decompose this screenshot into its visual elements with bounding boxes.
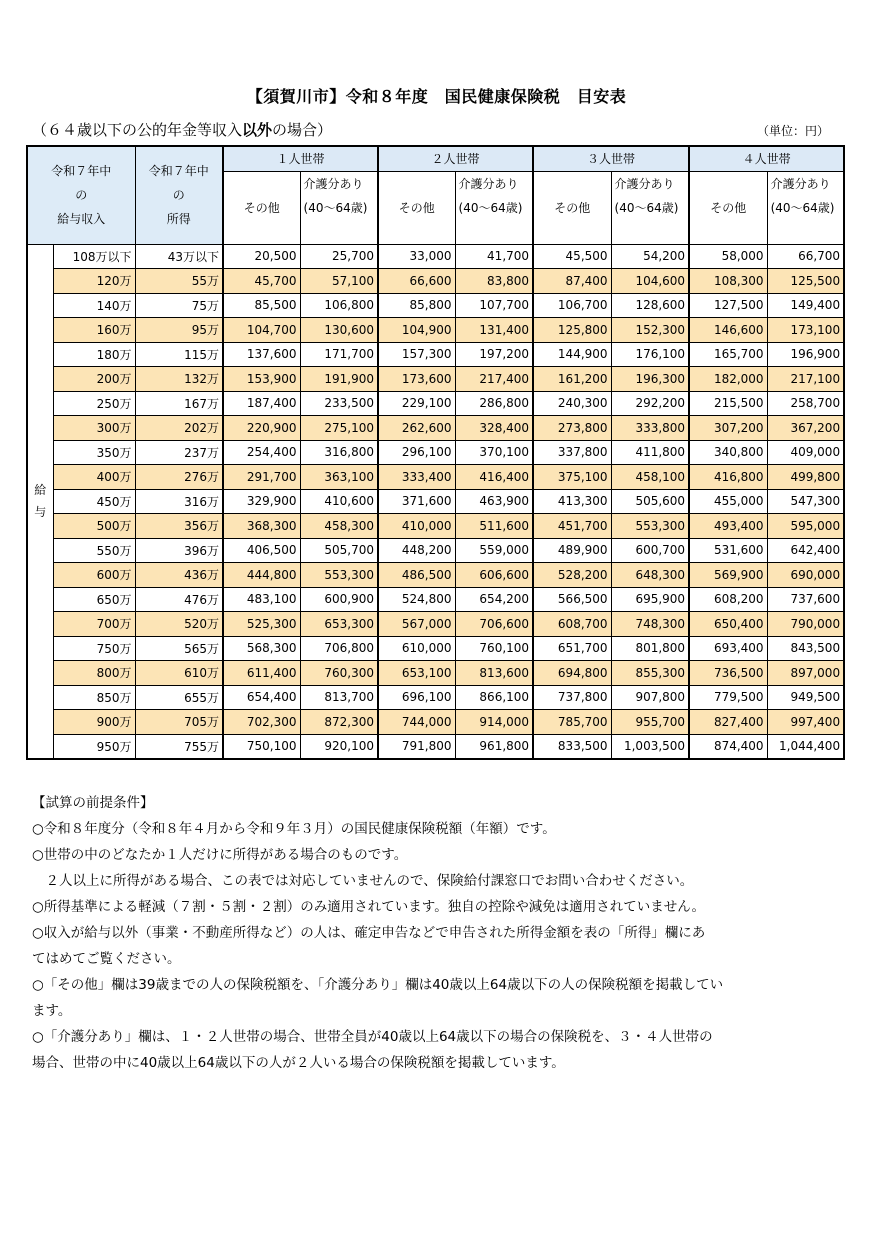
tax-other-cell: 375,100 xyxy=(533,465,611,490)
tax-kaigo-cell: 128,600 xyxy=(611,293,689,318)
tax-other-cell: 567,000 xyxy=(378,612,455,637)
sub-header-other: その他 xyxy=(378,171,455,244)
tax-kaigo-cell: 292,200 xyxy=(611,391,689,416)
household-3-header: ３人世帯 xyxy=(533,146,689,171)
salary-cell: 900万 xyxy=(53,710,135,735)
tax-kaigo-cell: 217,400 xyxy=(455,367,533,392)
tax-other-cell: 611,400 xyxy=(223,661,300,686)
tax-other-cell: 127,500 xyxy=(689,293,767,318)
tax-other-cell: 144,900 xyxy=(533,342,611,367)
table-row xyxy=(27,710,844,735)
tax-kaigo-cell: 997,400 xyxy=(767,710,844,735)
sub-header-kaigo: 介護分あり(40～64歳) xyxy=(455,171,533,244)
tax-kaigo-cell: 653,300 xyxy=(300,612,378,637)
note-line: ○所得基準による軽減（７割・５割・２割）のみ適用されています。独自の控除や減免は適用されていません。 xyxy=(32,899,706,915)
tax-kaigo-cell: 191,900 xyxy=(300,367,378,392)
income-cell: 75万 xyxy=(135,293,223,318)
note-line: ２人以上に所得がある場合、この表では対応していませんので、保険給付課窓口でお問い合わせください。 xyxy=(32,873,694,889)
subtitle xyxy=(32,119,332,140)
salary-cell: 850万 xyxy=(53,685,135,710)
table-row xyxy=(27,293,844,318)
tax-other-cell: 694,800 xyxy=(533,661,611,686)
tax-other-cell: 108,300 xyxy=(689,269,767,294)
tax-other-cell: 262,600 xyxy=(378,416,455,441)
salary-cell: 120万 xyxy=(53,269,135,294)
tax-kaigo-cell: 57,100 xyxy=(300,269,378,294)
tax-other-cell: 45,500 xyxy=(533,244,611,269)
tax-other-cell: 220,900 xyxy=(223,416,300,441)
tax-kaigo-cell: 458,100 xyxy=(611,465,689,490)
tax-other-cell: 368,300 xyxy=(223,514,300,539)
tax-other-cell: 153,900 xyxy=(223,367,300,392)
tax-other-cell: 33,000 xyxy=(378,244,455,269)
tax-kaigo-cell: 855,300 xyxy=(611,661,689,686)
sub-header-kaigo: 介護分あり(40～64歳) xyxy=(611,171,689,244)
tax-other-cell: 455,000 xyxy=(689,489,767,514)
table-row xyxy=(27,612,844,637)
tax-kaigo-cell: 66,700 xyxy=(767,244,844,269)
tax-kaigo-cell: 131,400 xyxy=(455,318,533,343)
tax-kaigo-cell: 914,000 xyxy=(455,710,533,735)
tax-kaigo-cell: 286,800 xyxy=(455,391,533,416)
tax-kaigo-cell: 130,600 xyxy=(300,318,378,343)
tax-kaigo-cell: 416,400 xyxy=(455,465,533,490)
tax-kaigo-cell: 367,200 xyxy=(767,416,844,441)
table-row xyxy=(27,269,844,294)
tax-other-cell: 779,500 xyxy=(689,685,767,710)
tax-kaigo-cell: 949,500 xyxy=(767,685,844,710)
table-row xyxy=(27,489,844,514)
table-row xyxy=(27,734,844,759)
tax-other-cell: 569,900 xyxy=(689,563,767,588)
tax-other-cell: 20,500 xyxy=(223,244,300,269)
tax-other-cell: 696,100 xyxy=(378,685,455,710)
tax-other-cell: 296,100 xyxy=(378,440,455,465)
household-1-header: １人世帯 xyxy=(223,146,378,171)
tax-kaigo-cell: 196,300 xyxy=(611,367,689,392)
tax-other-cell: 654,400 xyxy=(223,685,300,710)
income-header-line: 令和７年中 xyxy=(148,164,209,179)
tax-other-cell: 736,500 xyxy=(689,661,767,686)
tax-kaigo-cell: 813,600 xyxy=(455,661,533,686)
tax-other-cell: 104,700 xyxy=(223,318,300,343)
tax-other-cell: 493,400 xyxy=(689,514,767,539)
tax-kaigo-cell: 107,700 xyxy=(455,293,533,318)
tax-other-cell: 137,600 xyxy=(223,342,300,367)
table-row xyxy=(27,514,844,539)
tax-kaigo-cell: 409,000 xyxy=(767,440,844,465)
household-2-header: ２人世帯 xyxy=(378,146,533,171)
tax-kaigo-cell: 458,300 xyxy=(300,514,378,539)
sub-header-other: その他 xyxy=(689,171,767,244)
tax-table xyxy=(26,145,845,760)
tax-kaigo-cell: 642,400 xyxy=(767,538,844,563)
tax-kaigo-cell: 606,600 xyxy=(455,563,533,588)
salary-header-line: の xyxy=(75,188,88,203)
tax-kaigo-cell: 176,100 xyxy=(611,342,689,367)
tax-other-cell: 161,200 xyxy=(533,367,611,392)
tax-kaigo-cell: 328,400 xyxy=(455,416,533,441)
tax-kaigo-cell: 866,100 xyxy=(455,685,533,710)
note-line: ○令和８年度分（令和８年４月から令和９年３月）の国民健康保険税額（年額）です。 xyxy=(32,821,556,837)
tax-kaigo-cell: 553,300 xyxy=(611,514,689,539)
income-cell: 565万 xyxy=(135,636,223,661)
tax-other-cell: 340,800 xyxy=(689,440,767,465)
tax-other-cell: 524,800 xyxy=(378,587,455,612)
tax-other-cell: 651,700 xyxy=(533,636,611,661)
tax-other-cell: 608,200 xyxy=(689,587,767,612)
tax-other-cell: 333,400 xyxy=(378,465,455,490)
salary-cell: 180万 xyxy=(53,342,135,367)
tax-other-cell: 451,700 xyxy=(533,514,611,539)
tax-other-cell: 483,100 xyxy=(223,587,300,612)
income-cell: 167万 xyxy=(135,391,223,416)
tax-kaigo-cell: 505,600 xyxy=(611,489,689,514)
tax-other-cell: 329,900 xyxy=(223,489,300,514)
income-cell: 202万 xyxy=(135,416,223,441)
table-row xyxy=(27,367,844,392)
household-4-header: ４人世帯 xyxy=(689,146,844,171)
tax-other-cell: 489,900 xyxy=(533,538,611,563)
tax-kaigo-cell: 790,000 xyxy=(767,612,844,637)
income-cell: 476万 xyxy=(135,587,223,612)
tax-kaigo-cell: 463,900 xyxy=(455,489,533,514)
tax-other-cell: 568,300 xyxy=(223,636,300,661)
tax-other-cell: 45,700 xyxy=(223,269,300,294)
tax-kaigo-cell: 363,100 xyxy=(300,465,378,490)
income-cell: 655万 xyxy=(135,685,223,710)
tax-kaigo-cell: 920,100 xyxy=(300,734,378,759)
tax-other-cell: 486,500 xyxy=(378,563,455,588)
tax-other-cell: 448,200 xyxy=(378,538,455,563)
tax-kaigo-cell: 25,700 xyxy=(300,244,378,269)
tax-other-cell: 525,300 xyxy=(223,612,300,637)
salary-cell: 400万 xyxy=(53,465,135,490)
salary-cell: 500万 xyxy=(53,514,135,539)
tax-other-cell: 833,500 xyxy=(533,734,611,759)
side-label xyxy=(27,244,53,759)
table-row xyxy=(27,587,844,612)
tax-kaigo-cell: 54,200 xyxy=(611,244,689,269)
sub-header-other: その他 xyxy=(223,171,300,244)
tax-other-cell: 173,600 xyxy=(378,367,455,392)
tax-other-cell: 744,000 xyxy=(378,710,455,735)
tax-other-cell: 750,100 xyxy=(223,734,300,759)
tax-other-cell: 737,800 xyxy=(533,685,611,710)
income-cell: 237万 xyxy=(135,440,223,465)
table-row xyxy=(27,563,844,588)
tax-other-cell: 693,400 xyxy=(689,636,767,661)
table-row xyxy=(27,465,844,490)
tax-other-cell: 182,000 xyxy=(689,367,767,392)
income-cell: 610万 xyxy=(135,661,223,686)
tax-kaigo-cell: 104,600 xyxy=(611,269,689,294)
tax-other-cell: 337,800 xyxy=(533,440,611,465)
table-row xyxy=(27,318,844,343)
tax-other-cell: 66,600 xyxy=(378,269,455,294)
note-line: 場合、世帯の中に40歳以上64歳以下の人が２人いる場合の保険税額を掲載しています。 xyxy=(32,1055,565,1071)
income-cell: 316万 xyxy=(135,489,223,514)
salary-cell: 750万 xyxy=(53,636,135,661)
salary-cell: 550万 xyxy=(53,538,135,563)
salary-header-line: 給与収入 xyxy=(57,212,106,227)
tax-kaigo-cell: 258,700 xyxy=(767,391,844,416)
tax-kaigo-cell: 233,500 xyxy=(300,391,378,416)
notes-heading: 【試算の前提条件】 xyxy=(32,795,154,811)
income-header-line: 所得 xyxy=(166,212,191,227)
tax-other-cell: 273,800 xyxy=(533,416,611,441)
sub-header-other: その他 xyxy=(533,171,611,244)
tax-other-cell: 528,200 xyxy=(533,563,611,588)
income-cell: 132万 xyxy=(135,367,223,392)
salary-cell: 140万 xyxy=(53,293,135,318)
salary-cell: 650万 xyxy=(53,587,135,612)
salary-cell: 600万 xyxy=(53,563,135,588)
salary-cell: 160万 xyxy=(53,318,135,343)
income-cell: 436万 xyxy=(135,563,223,588)
note-line: ○「介護分あり」欄は、１・２人世帯の場合、世帯全員が40歳以上64歳以下の場合の保険税を、３・４人世帯の xyxy=(32,1029,713,1045)
note-line: ○収入が給与以外（事業・不動産所得など）の人は、確定申告などで申告された所得金額を表の「所得」欄にあ xyxy=(32,925,706,941)
income-cell: 755万 xyxy=(135,734,223,759)
tax-other-cell: 416,800 xyxy=(689,465,767,490)
tax-kaigo-cell: 648,300 xyxy=(611,563,689,588)
salary-header xyxy=(27,146,135,244)
tax-kaigo-cell: 171,700 xyxy=(300,342,378,367)
tax-other-cell: 650,400 xyxy=(689,612,767,637)
tax-kaigo-cell: 559,000 xyxy=(455,538,533,563)
sub-header-kaigo: 介護分あり(40～64歳) xyxy=(300,171,378,244)
tax-kaigo-cell: 695,900 xyxy=(611,587,689,612)
tax-other-cell: 125,800 xyxy=(533,318,611,343)
tax-kaigo-cell: 955,700 xyxy=(611,710,689,735)
tax-kaigo-cell: 411,800 xyxy=(611,440,689,465)
income-cell: 115万 xyxy=(135,342,223,367)
tax-other-cell: 406,500 xyxy=(223,538,300,563)
tax-kaigo-cell: 843,500 xyxy=(767,636,844,661)
tax-kaigo-cell: 106,800 xyxy=(300,293,378,318)
table-row xyxy=(27,538,844,563)
tax-kaigo-cell: 706,800 xyxy=(300,636,378,661)
table-row xyxy=(27,244,844,269)
tax-other-cell: 610,000 xyxy=(378,636,455,661)
salary-header-line: 令和７年中 xyxy=(51,164,112,179)
tax-other-cell: 291,700 xyxy=(223,465,300,490)
subtitle-post: の場合） xyxy=(272,121,333,139)
tax-kaigo-cell: 872,300 xyxy=(300,710,378,735)
tax-kaigo-cell: 410,600 xyxy=(300,489,378,514)
tax-kaigo-cell: 83,800 xyxy=(455,269,533,294)
tax-kaigo-cell: 813,700 xyxy=(300,685,378,710)
page-title: 【須賀川市】令和８年度 国民健康保険税 目安表 xyxy=(246,87,627,106)
tax-other-cell: 104,900 xyxy=(378,318,455,343)
side-label-char: 給 xyxy=(34,483,47,498)
table-row xyxy=(27,416,844,441)
tax-other-cell: 87,400 xyxy=(533,269,611,294)
tax-other-cell: 874,400 xyxy=(689,734,767,759)
tax-kaigo-cell: 1,044,400 xyxy=(767,734,844,759)
note-line: ○世帯の中のどなたか１人だけに所得がある場合のものです。 xyxy=(32,847,408,863)
income-header xyxy=(135,146,223,244)
income-cell: 520万 xyxy=(135,612,223,637)
table-row xyxy=(27,440,844,465)
tax-kaigo-cell: 1,003,500 xyxy=(611,734,689,759)
tax-other-cell: 653,100 xyxy=(378,661,455,686)
tax-other-cell: 157,300 xyxy=(378,342,455,367)
tax-kaigo-cell: 907,800 xyxy=(611,685,689,710)
table-row xyxy=(27,636,844,661)
income-cell: 55万 xyxy=(135,269,223,294)
tax-kaigo-cell: 499,800 xyxy=(767,465,844,490)
tax-other-cell: 827,400 xyxy=(689,710,767,735)
side-label-char: 与 xyxy=(34,505,47,520)
tax-kaigo-cell: 801,800 xyxy=(611,636,689,661)
sub-header-kaigo: 介護分あり(40～64歳) xyxy=(767,171,844,244)
income-cell: 396万 xyxy=(135,538,223,563)
tax-other-cell: 254,400 xyxy=(223,440,300,465)
tax-kaigo-cell: 748,300 xyxy=(611,612,689,637)
tax-other-cell: 165,700 xyxy=(689,342,767,367)
tax-other-cell: 791,800 xyxy=(378,734,455,759)
salary-cell: 250万 xyxy=(53,391,135,416)
salary-cell: 300万 xyxy=(53,416,135,441)
tax-kaigo-cell: 654,200 xyxy=(455,587,533,612)
salary-cell: 108万以下 xyxy=(53,244,135,269)
tax-kaigo-cell: 196,900 xyxy=(767,342,844,367)
tax-kaigo-cell: 600,900 xyxy=(300,587,378,612)
salary-cell: 350万 xyxy=(53,440,135,465)
tax-other-cell: 146,600 xyxy=(689,318,767,343)
tax-kaigo-cell: 217,100 xyxy=(767,367,844,392)
income-cell: 95万 xyxy=(135,318,223,343)
tax-other-cell: 240,300 xyxy=(533,391,611,416)
tax-other-cell: 187,400 xyxy=(223,391,300,416)
income-header-line: の xyxy=(172,188,185,203)
tax-other-cell: 531,600 xyxy=(689,538,767,563)
tax-kaigo-cell: 41,700 xyxy=(455,244,533,269)
table-row xyxy=(27,342,844,367)
salary-cell: 800万 xyxy=(53,661,135,686)
tax-other-cell: 444,800 xyxy=(223,563,300,588)
tax-kaigo-cell: 553,300 xyxy=(300,563,378,588)
tax-other-cell: 106,700 xyxy=(533,293,611,318)
table-row xyxy=(27,661,844,686)
table-row xyxy=(27,391,844,416)
tax-other-cell: 85,800 xyxy=(378,293,455,318)
tax-kaigo-cell: 197,200 xyxy=(455,342,533,367)
note-line: てはめてご覧ください。 xyxy=(32,951,181,967)
tax-kaigo-cell: 511,600 xyxy=(455,514,533,539)
tax-kaigo-cell: 316,800 xyxy=(300,440,378,465)
tax-other-cell: 410,000 xyxy=(378,514,455,539)
tax-other-cell: 58,000 xyxy=(689,244,767,269)
tax-kaigo-cell: 149,400 xyxy=(767,293,844,318)
tax-kaigo-cell: 125,500 xyxy=(767,269,844,294)
table-row xyxy=(27,685,844,710)
unit-label: （単位：円） xyxy=(756,124,829,138)
salary-cell: 200万 xyxy=(53,367,135,392)
salary-cell: 950万 xyxy=(53,734,135,759)
tax-other-cell: 229,100 xyxy=(378,391,455,416)
tax-kaigo-cell: 690,000 xyxy=(767,563,844,588)
tax-kaigo-cell: 760,100 xyxy=(455,636,533,661)
tax-kaigo-cell: 547,300 xyxy=(767,489,844,514)
tax-other-cell: 702,300 xyxy=(223,710,300,735)
tax-kaigo-cell: 595,000 xyxy=(767,514,844,539)
tax-kaigo-cell: 333,800 xyxy=(611,416,689,441)
tax-other-cell: 413,300 xyxy=(533,489,611,514)
tax-kaigo-cell: 173,100 xyxy=(767,318,844,343)
tax-kaigo-cell: 152,300 xyxy=(611,318,689,343)
tax-kaigo-cell: 275,100 xyxy=(300,416,378,441)
note-line: ○「その他」欄は39歳までの人の保険税額を、「介護分あり」欄は40歳以上64歳以下の人の保険税額を掲載してい xyxy=(32,977,724,993)
salary-cell: 700万 xyxy=(53,612,135,637)
tax-other-cell: 307,200 xyxy=(689,416,767,441)
tax-kaigo-cell: 706,600 xyxy=(455,612,533,637)
note-line: ます。 xyxy=(32,1003,72,1019)
tax-kaigo-cell: 737,600 xyxy=(767,587,844,612)
tax-kaigo-cell: 600,700 xyxy=(611,538,689,563)
notes-section xyxy=(32,790,842,1076)
subtitle-pre: （６４歳以下の公的年金等収入 xyxy=(32,121,243,139)
income-cell: 276万 xyxy=(135,465,223,490)
tax-other-cell: 785,700 xyxy=(533,710,611,735)
salary-cell: 450万 xyxy=(53,489,135,514)
tax-other-cell: 215,500 xyxy=(689,391,767,416)
income-cell: 43万以下 xyxy=(135,244,223,269)
tax-kaigo-cell: 505,700 xyxy=(300,538,378,563)
subtitle-bold: 以外 xyxy=(242,121,273,139)
tax-kaigo-cell: 760,300 xyxy=(300,661,378,686)
tax-kaigo-cell: 897,000 xyxy=(767,661,844,686)
tax-other-cell: 566,500 xyxy=(533,587,611,612)
income-cell: 705万 xyxy=(135,710,223,735)
tax-kaigo-cell: 370,100 xyxy=(455,440,533,465)
tax-other-cell: 85,500 xyxy=(223,293,300,318)
tax-other-cell: 371,600 xyxy=(378,489,455,514)
income-cell: 356万 xyxy=(135,514,223,539)
tax-kaigo-cell: 961,800 xyxy=(455,734,533,759)
tax-other-cell: 608,700 xyxy=(533,612,611,637)
